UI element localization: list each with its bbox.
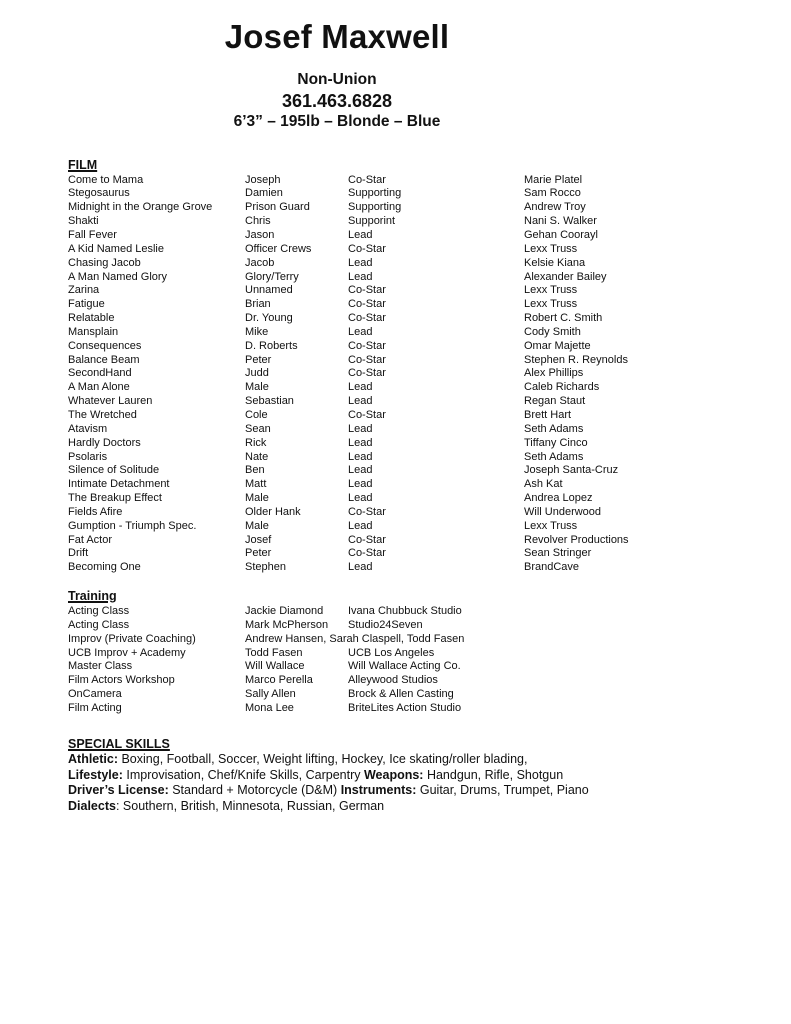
film-contact-cell: Lexx Truss xyxy=(524,284,578,297)
training-instructor-cell: Todd Fasen xyxy=(245,646,303,659)
training-course-cell: Master Class xyxy=(68,660,133,673)
film-role-cell: Judd xyxy=(245,367,269,380)
skill-label: Instruments: xyxy=(340,783,417,798)
film-billing-cell: Lead xyxy=(348,325,373,338)
film-contact-cell: Revolver Productions xyxy=(524,533,629,546)
film-billing-cell: Co-Star xyxy=(348,242,386,255)
film-billing-cell: Lead xyxy=(348,422,373,435)
film-row xyxy=(68,298,755,312)
film-title-cell: A Kid Named Leslie xyxy=(68,242,164,255)
film-billing-cell: Lead xyxy=(348,270,373,283)
film-contact-cell: Sean Stringer xyxy=(524,547,592,560)
film-contact-cell: Joseph Santa-Cruz xyxy=(524,464,619,477)
film-contact-cell: Marie Platel xyxy=(524,173,583,186)
film-row xyxy=(68,312,755,326)
film-title-cell: Psolaris xyxy=(68,450,108,463)
film-row xyxy=(68,229,755,243)
skill-label: Athletic: xyxy=(68,751,118,766)
training-instructor-cell: Mark McPherson xyxy=(245,618,329,631)
film-billing-cell: Lead xyxy=(348,395,373,408)
special-skills-lines xyxy=(68,752,755,815)
film-role-cell: Male xyxy=(245,381,269,394)
film-role-cell: Joseph xyxy=(245,173,281,186)
film-row xyxy=(68,395,755,409)
training-course-cell: OnCamera xyxy=(68,688,122,701)
film-contact-cell: Caleb Richards xyxy=(524,381,600,394)
skill-line xyxy=(68,799,755,815)
film-row xyxy=(68,409,755,423)
resume-header xyxy=(0,0,674,131)
training-studio-cell: Will Wallace Acting Co. xyxy=(348,660,461,673)
film-row xyxy=(68,215,755,229)
physical-stats: 6’3” – 195lb – Blonde – Blue xyxy=(233,112,441,130)
film-role-cell: Chris xyxy=(245,215,271,228)
film-contact-cell: Alexander Bailey xyxy=(524,270,607,283)
film-billing-cell: Co-Star xyxy=(348,505,386,518)
training-row xyxy=(68,605,755,619)
skill-line xyxy=(68,768,755,784)
film-title-cell: Fat Actor xyxy=(68,533,113,546)
film-contact-cell: Cody Smith xyxy=(524,325,581,338)
skill-line xyxy=(68,783,755,799)
training-row xyxy=(68,674,755,688)
film-heading: FILM xyxy=(68,157,98,172)
skill-text: Handgun, Rifle, Shotgun xyxy=(423,767,564,782)
skill-label: Weapons: xyxy=(363,767,424,782)
film-role-cell: Matt xyxy=(245,478,267,491)
training-instructor-cell: Sally Allen xyxy=(245,688,296,701)
film-contact-cell: Brett Hart xyxy=(524,408,572,421)
training-course-cell: UCB Improv + Academy xyxy=(68,646,186,659)
film-billing-cell: Lead xyxy=(348,492,373,505)
film-role-cell: Rick xyxy=(245,436,267,449)
film-title-cell: Atavism xyxy=(68,422,108,435)
skill-text: Improvisation, Chef/Knife Skills, Carpentry xyxy=(122,767,364,782)
film-title-cell: Becoming One xyxy=(68,561,141,574)
film-contact-cell: BrandCave xyxy=(524,561,580,574)
skill-text: : Southern, British, Minnesota, Russian, German xyxy=(115,799,385,814)
actor-name: Josef Maxwell xyxy=(224,18,450,55)
training-row xyxy=(68,619,755,633)
film-billing-cell: Co-Star xyxy=(348,339,386,352)
training-studio-cell: Ivana Chubbuck Studio xyxy=(348,605,462,618)
film-billing-cell: Lead xyxy=(348,436,373,449)
film-row xyxy=(68,257,755,271)
film-role-cell: Brian xyxy=(245,298,271,311)
film-contact-cell: Will Underwood xyxy=(524,505,602,518)
film-row xyxy=(68,547,755,561)
film-role-cell: Jason xyxy=(245,229,275,242)
training-row xyxy=(68,702,755,716)
film-title-cell: The Breakup Effect xyxy=(68,492,162,505)
film-billing-cell: Supporint xyxy=(348,215,396,228)
film-role-cell: Male xyxy=(245,492,269,505)
film-role-cell: Older Hank xyxy=(245,505,301,518)
film-title-cell: Drift xyxy=(68,547,89,560)
film-role-cell: Stephen xyxy=(245,561,286,574)
special-skills-heading: SPECIAL SKILLS xyxy=(68,736,170,751)
film-billing-cell: Co-Star xyxy=(348,312,386,325)
film-role-cell: Cole xyxy=(245,408,268,421)
film-contact-cell: Lexx Truss xyxy=(524,519,578,532)
film-row xyxy=(68,506,755,520)
film-table xyxy=(68,174,755,575)
skill-line xyxy=(68,752,755,768)
film-title-cell: Whatever Lauren xyxy=(68,395,153,408)
film-row xyxy=(68,354,755,368)
film-title-cell: Consequences xyxy=(68,339,142,352)
film-role-cell: Glory/Terry xyxy=(245,270,299,283)
special-skills-section xyxy=(68,737,755,815)
skill-label: Dialects xyxy=(68,799,116,814)
training-row xyxy=(68,660,755,674)
film-billing-cell: Lead xyxy=(348,450,373,463)
training-row xyxy=(68,633,755,647)
skill-label: Driver’s License: xyxy=(68,783,169,798)
film-role-cell: Nate xyxy=(245,450,269,463)
film-role-cell: Unnamed xyxy=(245,284,293,297)
film-role-cell: Peter xyxy=(245,547,272,560)
film-row xyxy=(68,464,755,478)
film-role-cell: Jacob xyxy=(245,256,275,269)
film-billing-cell: Lead xyxy=(348,256,373,269)
film-billing-cell: Co-Star xyxy=(348,173,386,186)
film-contact-cell: Alex Phillips xyxy=(524,367,584,380)
film-contact-cell: Ash Kat xyxy=(524,478,563,491)
training-course-cell: Film Acting xyxy=(68,702,122,715)
film-contact-cell: Sam Rocco xyxy=(524,187,581,200)
film-row xyxy=(68,437,755,451)
film-role-cell: Sean xyxy=(245,422,271,435)
film-title-cell: Fatigue xyxy=(68,298,105,311)
training-studio-cell: Studio24Seven xyxy=(348,618,423,631)
film-title-cell: Stegosaurus xyxy=(68,187,130,200)
film-contact-cell: Robert C. Smith xyxy=(524,312,603,325)
training-instructor-cell: Mona Lee xyxy=(245,702,294,715)
film-title-cell: Midnight in the Orange Grove xyxy=(68,201,213,214)
film-contact-cell: Lexx Truss xyxy=(524,242,578,255)
film-row xyxy=(68,520,755,534)
film-title-cell: Mansplain xyxy=(68,325,119,338)
film-title-cell: Silence of Solitude xyxy=(68,464,160,477)
film-title-cell: A Man Named Glory xyxy=(68,270,168,283)
film-billing-cell: Supporting xyxy=(348,187,402,200)
film-title-cell: A Man Alone xyxy=(68,381,130,394)
training-row xyxy=(68,688,755,702)
training-heading: Training xyxy=(68,589,117,604)
training-section xyxy=(68,589,755,716)
film-contact-cell: Regan Staut xyxy=(524,395,586,408)
film-billing-cell: Co-Star xyxy=(348,533,386,546)
skill-text: Boxing, Football, Soccer, Weight lifting, Hockey, Ice skating/roller blading, xyxy=(118,751,528,766)
film-title-cell: SecondHand xyxy=(68,367,132,380)
film-role-cell: Officer Crews xyxy=(245,242,312,255)
film-contact-cell: Kelsie Kiana xyxy=(524,256,586,269)
film-role-cell: Male xyxy=(245,519,269,532)
training-instructor-cell: Marco Perella xyxy=(245,674,313,687)
film-contact-cell: Seth Adams xyxy=(524,450,584,463)
film-billing-cell: Co-Star xyxy=(348,408,386,421)
training-course-cell: Acting Class xyxy=(68,618,130,631)
film-contact-cell: Stephen R. Reynolds xyxy=(524,353,628,366)
film-row xyxy=(68,340,755,354)
film-title-cell: Fields Afire xyxy=(68,505,123,518)
phone-number: 361.463.6828 xyxy=(281,90,393,111)
training-studio-cell: Alleywood Studios xyxy=(348,674,438,687)
film-title-cell: Chasing Jacob xyxy=(68,256,141,269)
film-billing-cell: Co-Star xyxy=(348,284,386,297)
training-instructor-cell: Jackie Diamond xyxy=(245,605,324,618)
film-contact-cell: Tiffany Cinco xyxy=(524,436,588,449)
skill-text: Standard + Motorcycle (D&M) xyxy=(168,783,341,798)
film-contact-cell: Gehan Coorayl xyxy=(524,229,598,242)
film-contact-cell: Andrew Troy xyxy=(524,201,586,214)
film-role-cell: Damien xyxy=(245,187,283,200)
film-role-cell: Ben xyxy=(245,464,265,477)
film-row xyxy=(68,326,755,340)
film-contact-cell: Lexx Truss xyxy=(524,298,578,311)
film-role-cell: Peter xyxy=(245,353,272,366)
film-contact-cell: Nani S. Walker xyxy=(524,215,597,228)
training-studio-cell: Brock & Allen Casting xyxy=(348,688,454,701)
film-section xyxy=(68,158,755,575)
film-row xyxy=(68,174,755,188)
skill-label: Lifestyle: xyxy=(68,767,123,782)
training-instructor-cell: Andrew Hansen, Sarah Claspell, Todd Fasen xyxy=(245,632,465,645)
film-row xyxy=(68,451,755,465)
film-billing-cell: Co-Star xyxy=(348,367,386,380)
film-title-cell: Zarina xyxy=(68,284,100,297)
film-title-cell: Shakti xyxy=(68,215,99,228)
training-instructor-cell: Will Wallace xyxy=(245,660,305,673)
film-row xyxy=(68,561,755,575)
film-role-cell: Sebastian xyxy=(245,395,294,408)
training-course-cell: Film Actors Workshop xyxy=(68,674,175,687)
training-course-cell: Improv (Private Coaching) xyxy=(68,632,196,645)
film-row xyxy=(68,284,755,298)
film-row xyxy=(68,478,755,492)
film-role-cell: D. Roberts xyxy=(245,339,298,352)
film-contact-cell: Andrea Lopez xyxy=(524,492,593,505)
film-billing-cell: Lead xyxy=(348,381,373,394)
film-role-cell: Mike xyxy=(245,325,269,338)
film-row xyxy=(68,381,755,395)
film-role-cell: Josef xyxy=(245,533,272,546)
film-billing-cell: Lead xyxy=(348,478,373,491)
film-row xyxy=(68,534,755,548)
film-row xyxy=(68,243,755,257)
training-course-cell: Acting Class xyxy=(68,605,130,618)
film-billing-cell: Lead xyxy=(348,561,373,574)
film-title-cell: Balance Beam xyxy=(68,353,140,366)
film-billing-cell: Lead xyxy=(348,229,373,242)
skill-text: Guitar, Drums, Trumpet, Piano xyxy=(416,783,589,798)
film-row xyxy=(68,201,755,215)
film-contact-cell: Omar Majette xyxy=(524,339,591,352)
film-title-cell: Hardly Doctors xyxy=(68,436,141,449)
film-title-cell: Gumption - Triumph Spec. xyxy=(68,519,197,532)
film-title-cell: The Wretched xyxy=(68,408,137,421)
film-title-cell: Relatable xyxy=(68,312,115,325)
union-status: Non-Union xyxy=(297,70,377,88)
film-billing-cell: Lead xyxy=(348,519,373,532)
film-role-cell: Prison Guard xyxy=(245,201,310,214)
training-table xyxy=(68,605,755,716)
film-billing-cell: Co-Star xyxy=(348,353,386,366)
film-title-cell: Come to Mama xyxy=(68,173,144,186)
training-studio-cell: BriteLites Action Studio xyxy=(348,702,462,715)
film-row xyxy=(68,271,755,285)
film-row xyxy=(68,423,755,437)
training-row xyxy=(68,647,755,661)
resume-body xyxy=(68,158,755,815)
training-studio-cell: UCB Los Angeles xyxy=(348,646,435,659)
film-contact-cell: Seth Adams xyxy=(524,422,584,435)
film-billing-cell: Co-Star xyxy=(348,547,386,560)
film-billing-cell: Co-Star xyxy=(348,298,386,311)
film-row xyxy=(68,492,755,506)
film-role-cell: Dr. Young xyxy=(245,312,293,325)
film-billing-cell: Supporting xyxy=(348,201,402,214)
film-title-cell: Intimate Detachment xyxy=(68,478,170,491)
film-row xyxy=(68,367,755,381)
film-row xyxy=(68,187,755,201)
film-billing-cell: Lead xyxy=(348,464,373,477)
film-title-cell: Fall Fever xyxy=(68,229,117,242)
